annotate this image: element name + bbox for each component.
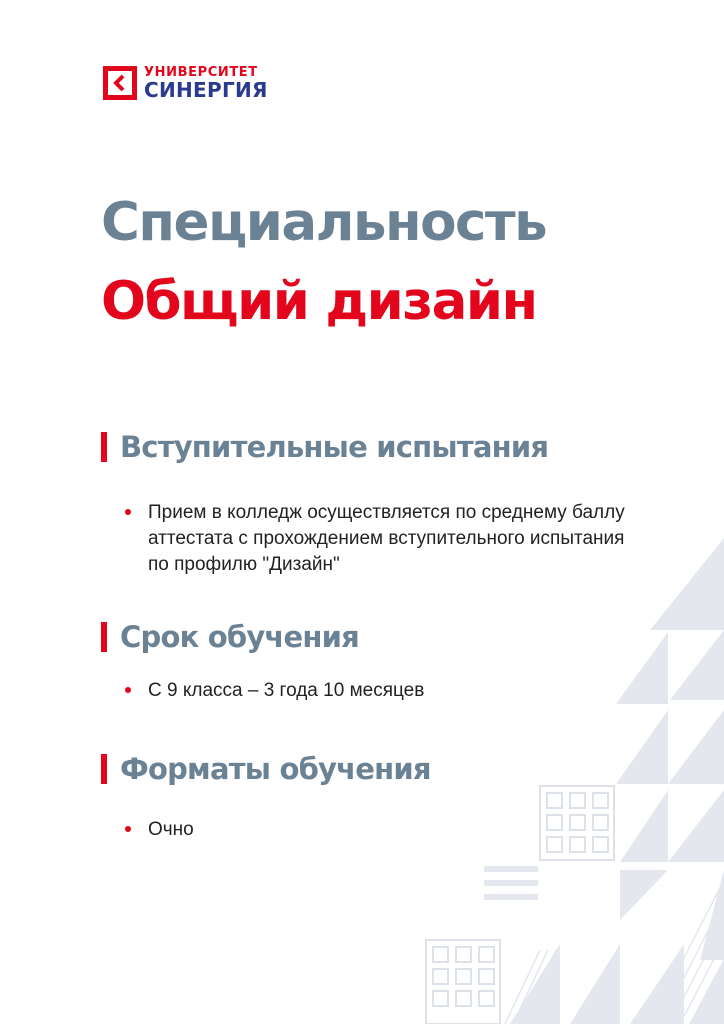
list-item <box>125 817 648 843</box>
list-item <box>125 500 648 578</box>
section-accent-bar <box>101 432 107 462</box>
section-accent-bar <box>101 754 107 784</box>
title-specialty: Специальность <box>101 192 547 253</box>
bullet-text: С 9 класса – 3 года 10 месяцев <box>148 680 425 701</box>
logo-line-university: УНИВЕРСИТЕТ <box>144 65 258 80</box>
decorative-stripes <box>484 866 538 900</box>
section-entrance-exams-heading <box>101 430 548 464</box>
bullet-dot-icon <box>125 687 131 693</box>
university-logo <box>103 66 268 100</box>
title-program-name: Общий дизайн <box>101 271 537 332</box>
bullet-text: Прием в колледж осуществляется по среднему баллу аттестата с прохождением вступительного испытания по профилю "Дизайн" <box>148 502 625 575</box>
decorative-hatch-small <box>505 950 556 1024</box>
synergy-logo-icon <box>103 66 137 100</box>
section-title: Срок обучения <box>120 620 359 654</box>
decorative-hatch <box>650 880 724 1024</box>
section-title: Форматы обучения <box>120 752 431 786</box>
section-study-duration-heading <box>101 620 359 654</box>
decorative-grid-block <box>426 940 500 1024</box>
list-item <box>125 678 648 704</box>
bullet-dot-icon <box>125 509 131 515</box>
bullet-dot-icon <box>125 826 131 832</box>
logo-text <box>144 66 268 100</box>
section-study-formats-heading <box>101 752 431 786</box>
bullet-text: Очно <box>148 819 194 840</box>
logo-line-synergy: СИНЕРГИЯ <box>144 78 268 102</box>
decorative-triangles <box>510 538 724 1024</box>
section-title: Вступительные испытания <box>120 430 549 464</box>
section-accent-bar <box>101 622 107 652</box>
